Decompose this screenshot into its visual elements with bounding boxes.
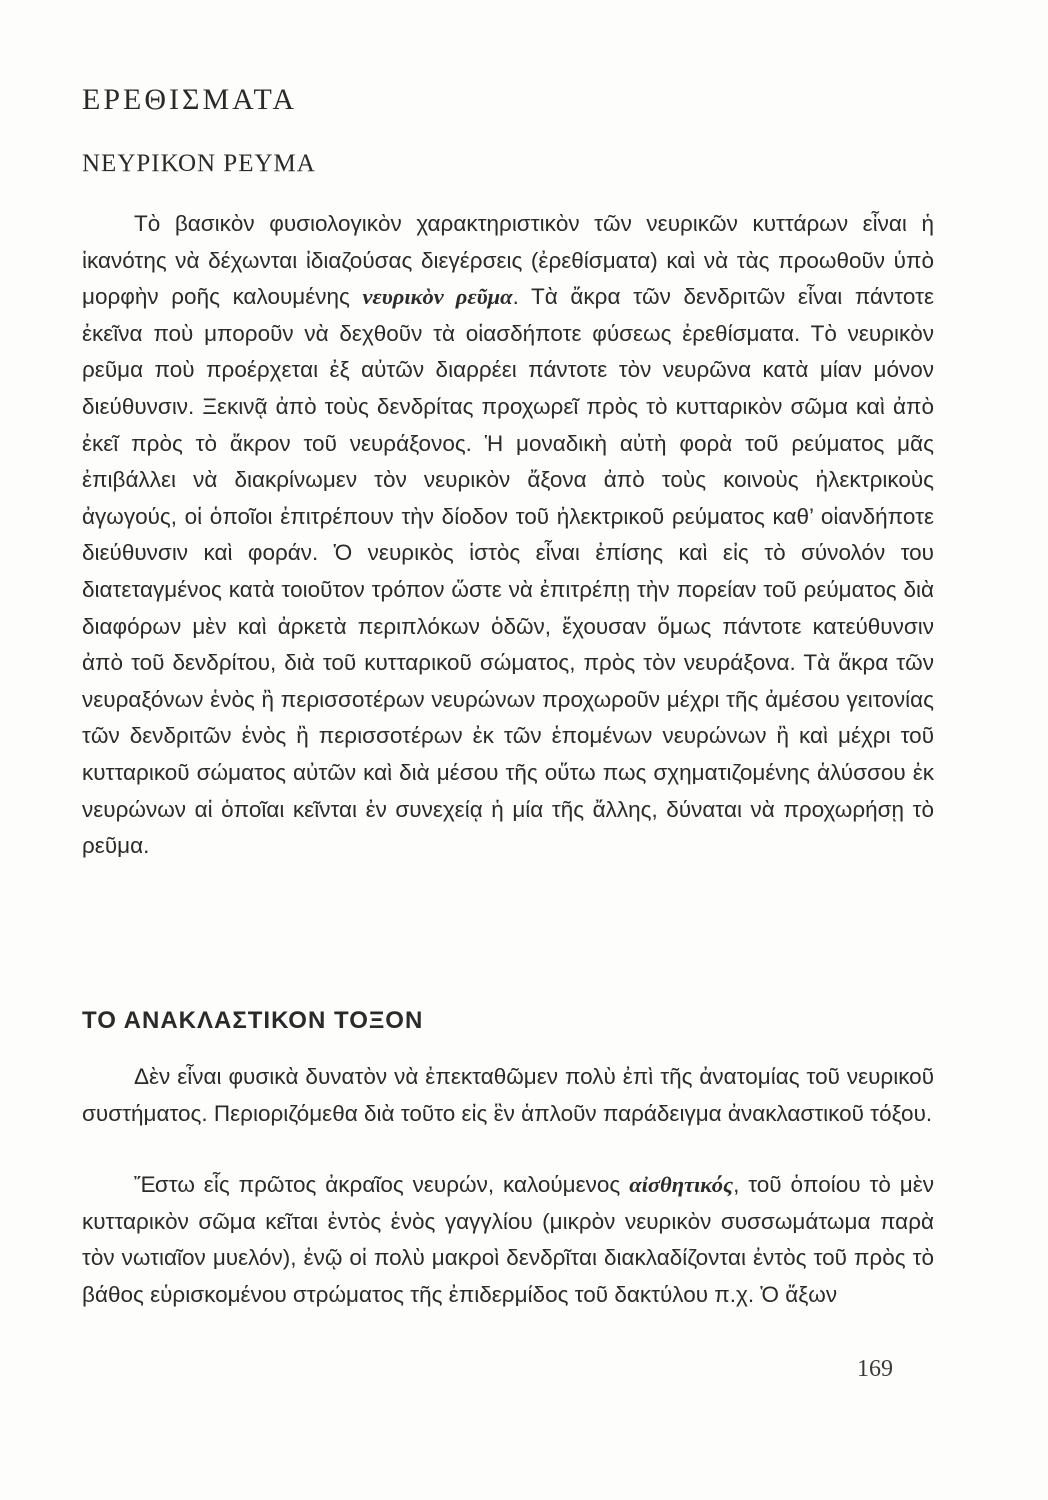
paragraph-reflex-intro: Δὲν εἶναι φυσικὰ δυνατὸν νὰ ἐπεκταθῶμεν πολὺ ἐπὶ τῆς ἀνατομίας τοῦ νευρικοῦ συστήματος. Περιοριζόμεθα διὰ τοῦτο εἰς ἓν ἁπλοῦν παράδειγμα ἀνακλαστικοῦ τόξου.: [82, 1064, 934, 1126]
paragraph-text: Ἔστω εἷς πρῶτος ἀκραῖος νευρών, καλούμενος: [134, 1172, 630, 1197]
paragraph-sensory-neuron: [82, 1167, 934, 1313]
emphasized-term: αἰσθητικός: [629, 1172, 734, 1197]
paragraph-text: , τοῦ ὁποίου τὸ μὲν κυτταρικὸν σῶμα κεῖται ἐντὸς ἑνὸς γαγγλίου (μικρὸν νευρικὸν συσσωμάτωμα παρὰ τὸν νωτιαῖον μυελόν), ἐνῷ οἱ πολὺ μακροὶ δενδρῖται διακλαδίζονται ἐντὸς τοῦ πρὸς τὸ βάθος εὑρισκομένου στρώματος τῆς ἐπιδερμίδος τοῦ δακτύλου π.χ. Ὁ ἄξων: [82, 1172, 935, 1307]
page-number: 169: [857, 1356, 893, 1382]
chapter-title: ΕΡΕΘΙΣΜΑΤΑ: [82, 83, 298, 116]
paragraph-text: . Τὰ ἄκρα τῶν δενδριτῶν εἶναι πάντοτε ἐκεῖνα ποὺ μποροῦν νὰ δεχθοῦν τὰ οἱασδήποτε φύσεως ἐρεθίσματα. Τὸ νευρικὸν ρεῦμα ποὺ προέρχεται ἐξ αὐτῶν διαρρέει πάντοτε τὸν νευρῶνα κατὰ μίαν μόνον διεύθυνσιν. Ξεκινᾷ ἀπὸ τοὺς δενδρίτας προχωρεῖ πρὸς τὸ κυτταρικὸν σῶμα καὶ ἀπὸ ἐκεῖ πρὸς τὸ ἄκρον τοῦ νευράξονος. Ἡ μοναδικὴ αὐτὴ φορὰ τοῦ ρεύματος μᾶς ἐπιβάλλει νὰ διακρίνωμεν τὸν νευρικὸν ἄξονα ἀπὸ τοὺς κοινοὺς ἠλεκτρικοὺς ἀγωγούς, οἱ ὁποῖοι ἐπιτρέπουν τὴν δίοδον τοῦ ἠλεκτρικοῦ ρεύματος καθ’ οἱανδήποτε διεύθυνσιν καὶ φοράν. Ὁ νευρικὸς ἱστὸς εἶναι ἐπίσης καὶ εἰς τὸ σύνολόν του διατεταγμένος κατὰ τοιοῦτον τρόπον ὥστε νὰ ἐπιτρέπῃ τὴν πορείαν τοῦ ρεύματος διὰ διαφόρων μὲν καὶ ἀρκετὰ περιπλόκων ὁδῶν, ἔχουσαν ὅμως πάντοτε κατεύθυνσιν ἀπὸ τοῦ δενδρίτου, διὰ τοῦ κυτταρικοῦ σώματος, πρὸς τὸν νευράξονα. Τὰ ἄκρα τῶν νευραξόνων ἑνὸς ἢ περισσοτέρων νευρώνων προχωροῦν μέχρι τῆς ἀμέσου γειτονίας τῶν δενδριτῶν ἑνὸς ἢ περισσοτέρων ἐκ τῶν ἑπομένων νευρώνων ἢ καὶ μέχρι τοῦ κυτταρικοῦ σώματος αὐτῶν καὶ διὰ μέσου τῆς οὕτω πως σχηματιζομένης ἁλύσσου ἐκ νευρώνων αἱ ὁποῖαι κεῖνται ἐν συνεχείᾳ ἡ μία τῆς ἄλλης, δύναται νὰ προχωρήσῃ τὸ ρεῦμα.: [82, 284, 934, 859]
section-title-nervous-current: ΝΕΥΡΙΚΟΝ ΡΕΥΜΑ: [82, 150, 316, 177]
section-title-reflex-arc: ΤΟ ΑΝΑΚΛΑΣΤΙΚΟΝ ΤΟΞΟΝ: [82, 1007, 424, 1034]
paragraph-text: Τὸ βασικὸν φυσιολογικὸν χαρακτηριστικὸν τῶν νευρικῶν κυττάρων εἶναι ἡ ἱκανότης νὰ δέχωνται ἰδιαζούσας διεγέρσεις (ἐρεθίσματα) καὶ νὰ τὰς προωθοῦν ὑπὸ μορφὴν ροῆς καλουμένης: [82, 211, 934, 310]
emphasized-term: νευρικὸν ρεῦμα: [362, 284, 513, 310]
paragraph-nervous-current: [82, 206, 934, 865]
